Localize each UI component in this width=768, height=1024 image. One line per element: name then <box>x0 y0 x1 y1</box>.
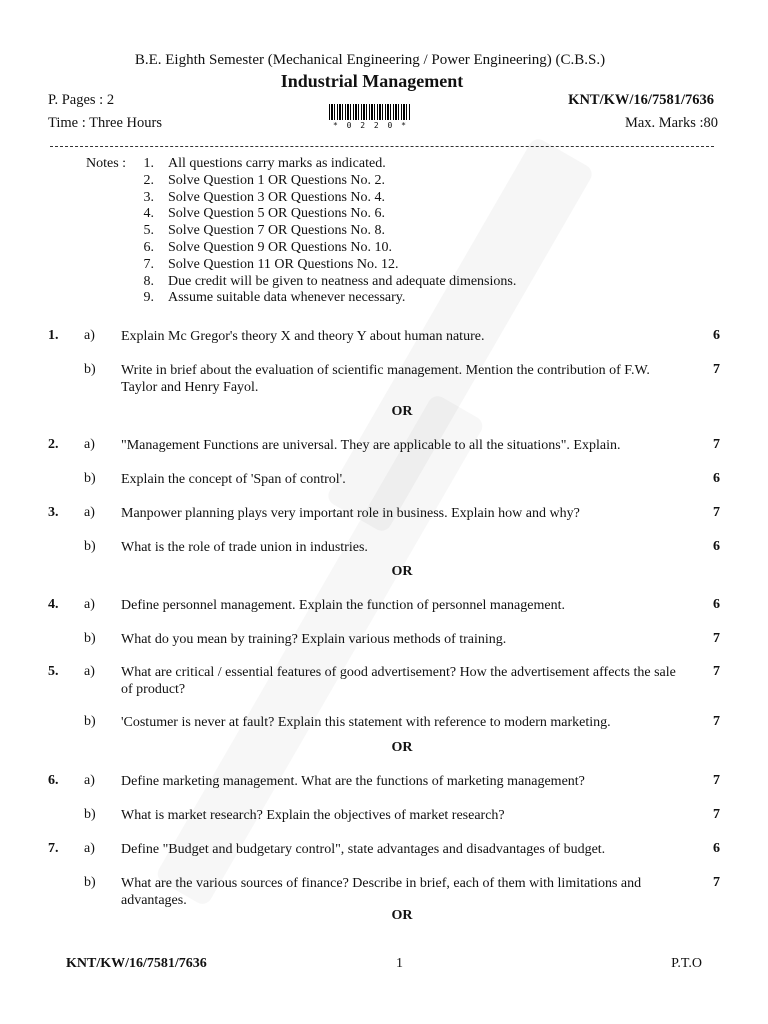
question-marks: 6 <box>713 841 720 856</box>
question-part: a) <box>84 664 95 679</box>
course-title: B.E. Eighth Semester (Mechanical Engineering / Power Engineering) (C.B.S.) <box>134 52 606 68</box>
question-text: Explain the concept of 'Span of control'. <box>121 472 346 487</box>
question-part: b) <box>84 539 96 554</box>
question-text: Manpower planning plays very important role in business. Explain how and why? <box>121 506 580 521</box>
question-part: b) <box>84 362 96 377</box>
question-text: What is the role of trade union in industries. <box>121 540 368 555</box>
question-text: Define marketing management. What are the functions of marketing management? <box>121 774 585 789</box>
note-text: Solve Question 3 OR Questions No. 4. <box>168 189 385 205</box>
barcode-number: * 0 2 2 0 * <box>333 121 408 130</box>
note-text: Due credit will be given to neatness and adequate dimensions. <box>168 273 517 289</box>
notes-label: Notes : <box>86 156 127 171</box>
exam-time: Time : Three Hours <box>48 115 162 131</box>
question-part: a) <box>84 773 95 788</box>
page-count: P. Pages : 2 <box>48 92 115 108</box>
footer-page-number: 1 <box>396 956 403 971</box>
question-text: Explain Mc Gregor's theory X and theory Y about human nature. <box>121 329 485 344</box>
question-text: What is market research? Explain the objectives of market research? <box>121 808 505 823</box>
question-part: a) <box>84 505 95 520</box>
question-part: a) <box>84 437 95 452</box>
question-number: 7. <box>48 841 59 856</box>
question-part: b) <box>84 714 96 729</box>
question-marks: 7 <box>713 664 720 679</box>
question-marks: 7 <box>713 807 720 822</box>
question-text: "Management Functions are universal. They are applicable to all the situations". Explain. <box>121 438 621 453</box>
question-part: a) <box>84 328 95 343</box>
question-number: 5. <box>48 664 59 679</box>
note-number: 1. <box>143 156 154 171</box>
question-text: Write in brief about the evaluation of scientific management. Mention the contribution of F.W. Taylor and Henry Fayol. <box>121 363 650 395</box>
question-number: 3. <box>48 505 59 520</box>
question-marks: 7 <box>713 773 720 788</box>
question-marks: 6 <box>713 597 720 612</box>
question-marks: 7 <box>713 875 720 890</box>
question-part: b) <box>84 875 96 890</box>
note-number: 4. <box>143 206 154 222</box>
footer-code: KNT/KW/16/7581/7636 <box>66 956 207 971</box>
or-separator: OR <box>391 564 413 579</box>
question-text: 'Costumer is never at fault? Explain this statement with reference to modern marketing. <box>121 715 611 730</box>
question-number: 2. <box>48 437 59 452</box>
subject-title: Industrial Management <box>280 71 464 91</box>
note-number: 9. <box>143 290 154 306</box>
note-text: Solve Question 7 OR Questions No. 8. <box>168 223 385 239</box>
question-text: What do you mean by training? Explain various methods of training. <box>121 632 507 647</box>
question-part: b) <box>84 631 96 646</box>
question-marks: 7 <box>713 631 720 646</box>
note-text: All questions carry marks as indicated. <box>168 156 386 171</box>
or-separator: OR <box>391 740 413 755</box>
question-marks: 7 <box>713 505 720 520</box>
divider <box>50 146 714 147</box>
or-separator: OR <box>391 908 413 923</box>
note-number: 7. <box>143 256 154 272</box>
question-number: 4. <box>48 597 59 612</box>
question-number: 6. <box>48 773 59 788</box>
question-marks: 6 <box>713 328 720 343</box>
footer-pto: P.T.O <box>671 956 702 971</box>
question-marks: 7 <box>713 362 720 377</box>
note-text: Solve Question 11 OR Questions No. 12. <box>168 256 399 272</box>
note-number: 5. <box>143 223 154 239</box>
note-number: 6. <box>143 240 154 255</box>
note-text: Solve Question 1 OR Questions No. 2. <box>168 172 385 188</box>
question-text: Define "Budget and budgetary control", state advantages and disadvantages of budget. <box>121 842 606 857</box>
question-part: a) <box>84 841 95 856</box>
question-part: b) <box>84 807 96 822</box>
note-number: 2. <box>143 172 154 188</box>
question-text: What are the various sources of finance? Describe in brief, each of them with limitations and advantages. <box>121 876 642 908</box>
barcode-icon <box>329 104 411 120</box>
question-number: 1. <box>48 328 59 343</box>
question-marks: 7 <box>713 437 720 452</box>
question-text: What are critical / essential features of good advertisement? How the advertisement affects the sale of product? <box>121 665 676 697</box>
note-text: Solve Question 5 OR Questions No. 6. <box>168 206 385 222</box>
question-part: a) <box>84 597 95 612</box>
watermark-decoration <box>154 393 486 908</box>
paper-code: KNT/KW/16/7581/7636 <box>568 92 714 108</box>
note-text: Solve Question 9 OR Questions No. 10. <box>168 240 392 255</box>
or-separator: OR <box>391 404 413 419</box>
question-marks: 6 <box>713 539 720 554</box>
max-marks: Max. Marks :80 <box>624 115 718 131</box>
note-number: 8. <box>143 273 154 289</box>
question-marks: 7 <box>713 714 720 729</box>
question-text: Define personnel management. Explain the function of personnel management. <box>121 598 565 613</box>
note-number: 3. <box>143 189 154 205</box>
question-marks: 6 <box>713 471 720 486</box>
question-part: b) <box>84 471 96 486</box>
note-text: Assume suitable data whenever necessary. <box>168 290 406 306</box>
